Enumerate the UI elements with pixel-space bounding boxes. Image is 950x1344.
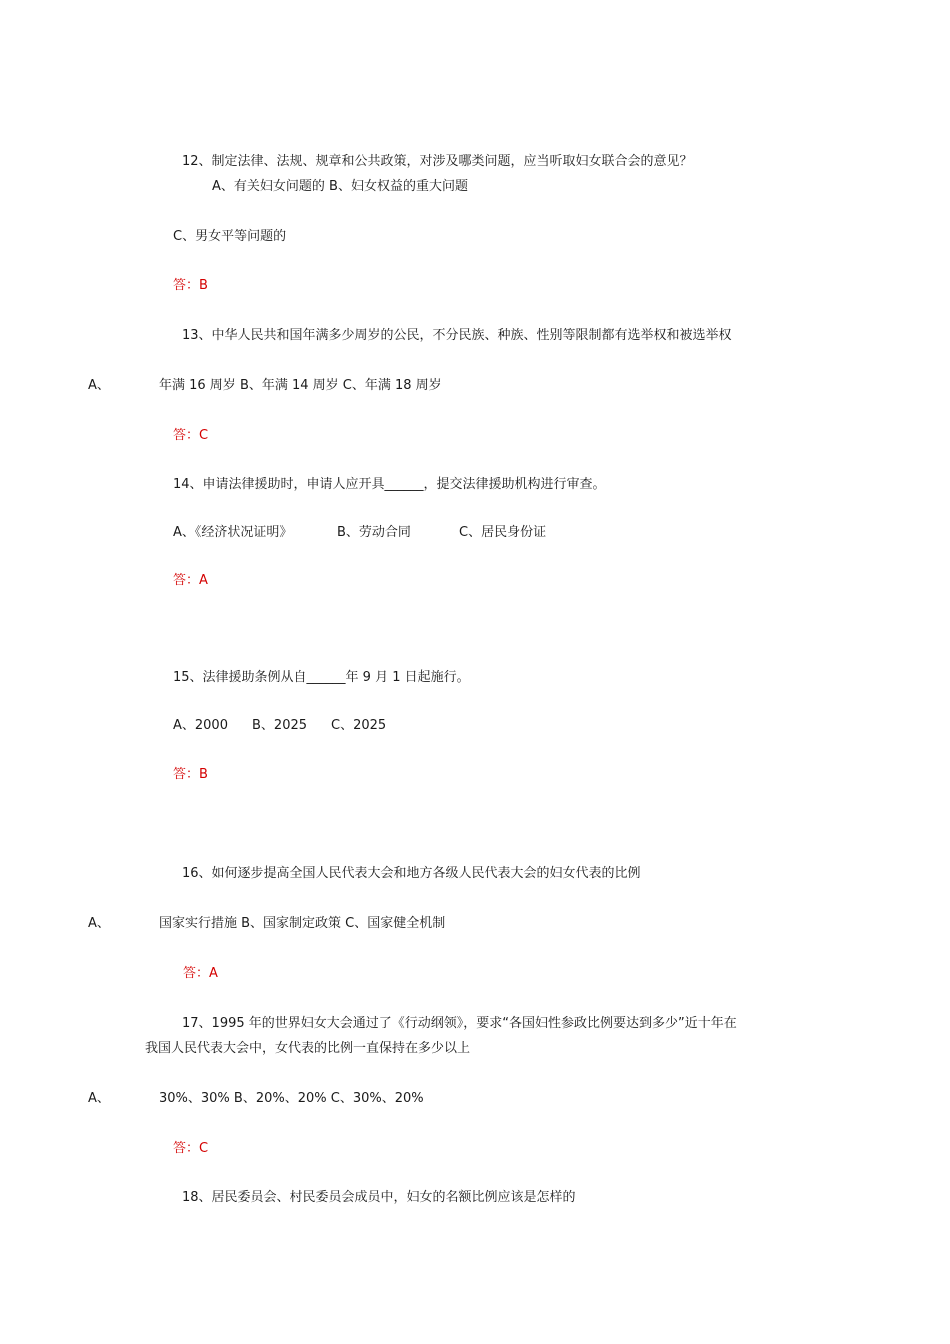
question-14-option-c: C、居民身份证 — [459, 525, 547, 540]
question-17-answer: 答：C — [173, 1141, 209, 1156]
question-17-text-line1: 17、1995 年的世界妇女大会通过了《行动纲领》，要求“各国妇性参政比例要达到多少”近十年在 — [182, 1016, 737, 1031]
question-14-text: 14、申请法律援助时，申请人应开具______，提交法律援助机构进行审查。 — [173, 477, 606, 492]
question-14-option-a: A、《经济状况证明》 — [173, 525, 293, 540]
question-15-answer: 答：B — [173, 767, 208, 782]
question-15-text: 15、法律援助条例从自______年 9 月 1 日起施行。 — [173, 670, 470, 685]
question-16-options: 国家实行措施 B、国家制定政策 C、国家健全机制 — [159, 916, 446, 931]
question-12-options-ab: A、有关妇女问题的 B、妇女权益的重大问题 — [212, 179, 468, 194]
question-14-answer: 答：A — [173, 573, 208, 588]
question-16-answer: 答：A — [183, 966, 218, 981]
question-13-options: 年满 16 周岁 B、年满 14 周岁 C、年满 18 周岁 — [159, 378, 442, 393]
question-18-text: 18、居民委员会、村民委员会成员中，妇女的名额比例应该是怎样的 — [182, 1190, 576, 1205]
question-17-text-line2: 我国人民代表大会中，女代表的比例一直保持在多少以上 — [145, 1041, 471, 1056]
question-15-option-c: C、2025 — [331, 718, 387, 733]
question-12-text: 12、制定法律、法规、规章和公共政策，对涉及哪类问题，应当听取妇女联合会的意见？ — [182, 154, 693, 169]
question-13-answer: 答：C — [173, 428, 209, 443]
question-13-option-prefix: A、 — [88, 378, 110, 393]
question-12-option-c: C、男女平等问题的 — [173, 229, 287, 244]
question-14-option-b: B、劳动合同 — [337, 525, 411, 540]
question-15-option-b: B、2025 — [252, 718, 308, 733]
question-12-answer: 答：B — [173, 278, 208, 293]
question-15-option-a: A、2000 — [173, 718, 228, 733]
question-17-options: 30%、30% B、20%、20% C、30%、20% — [159, 1091, 424, 1106]
question-16-option-prefix: A、 — [88, 916, 110, 931]
question-16-text: 16、如何逐步提高全国人民代表大会和地方各级人民代表大会的妇女代表的比例 — [182, 866, 641, 881]
question-17-option-prefix: A、 — [88, 1091, 110, 1106]
question-13-text: 13、中华人民共和国年满多少周岁的公民，不分民族、种族、性别等限制都有选举权和被选举权 — [182, 328, 732, 343]
